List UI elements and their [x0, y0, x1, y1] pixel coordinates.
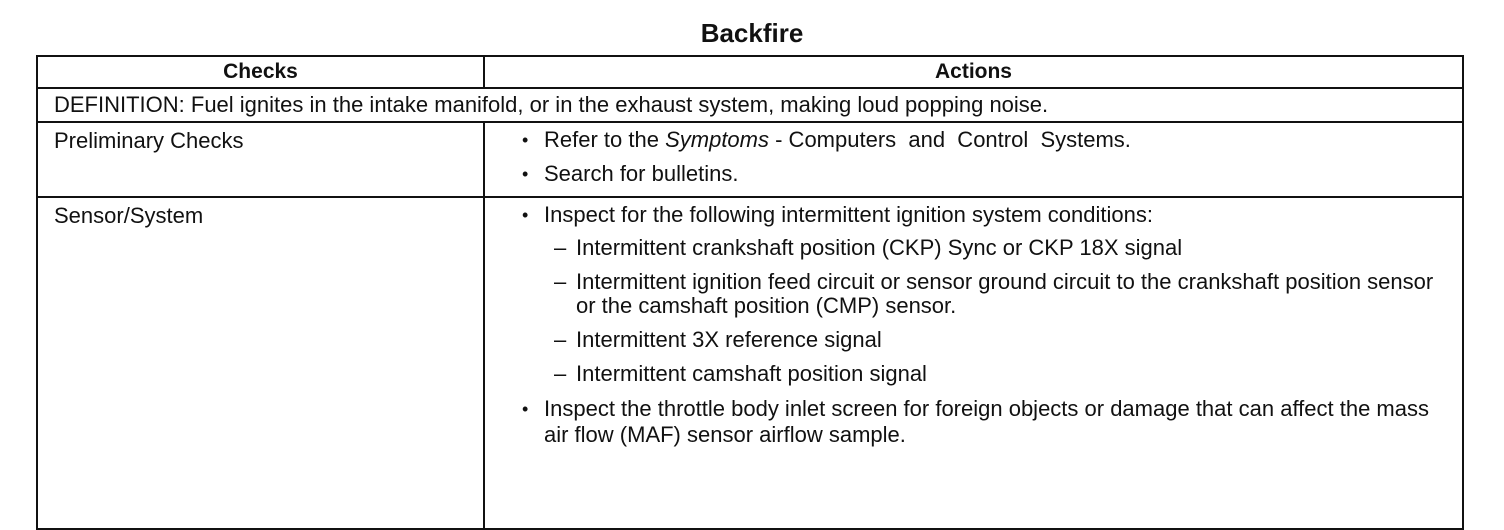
sub-list-item: [544, 362, 1442, 386]
bullet-icon: •: [522, 130, 529, 150]
backfire-table: [36, 55, 1464, 530]
action-text: Inspect the throttle body inlet screen for foreign objects or damage that can affect the mass air flow (MAF) sensor airflow sample.: [544, 396, 1429, 447]
condition-text: Intermittent ignition feed circuit or sensor ground circuit to the crankshaft position sensor or the camshaft position (CMP) sensor.: [576, 269, 1434, 318]
sensor-system-row: [37, 197, 1463, 529]
dash-icon: –: [554, 269, 567, 294]
header-row: [37, 56, 1463, 88]
bullet-icon: •: [522, 205, 529, 225]
definition-row: [37, 88, 1463, 122]
page-title: Backfire: [700, 18, 804, 48]
condition-text: Intermittent camshaft position signal: [576, 361, 927, 386]
action-text-prefix: Refer to the: [544, 127, 666, 152]
list-item: [520, 396, 1442, 448]
list-item: [520, 202, 1442, 386]
preliminary-row: [37, 122, 1463, 197]
list-item: [520, 161, 1442, 187]
dash-icon: –: [554, 327, 567, 352]
sensor-system-actions: [484, 197, 1463, 529]
condition-sub-list: [544, 236, 1442, 386]
preliminary-actions: [484, 122, 1463, 197]
sensor-system-check-label: Sensor/System: [37, 197, 484, 529]
condition-text: Intermittent crankshaft position (CKP) Sync or CKP 18X signal: [576, 235, 1183, 260]
sub-list-item: [544, 236, 1442, 260]
dash-icon: –: [554, 235, 567, 260]
sensor-action-list: [520, 202, 1442, 448]
action-text-suffix: - Computers and Control Systems.: [769, 127, 1131, 152]
checks-header: Checks: [37, 56, 484, 88]
dash-icon: –: [554, 361, 567, 386]
action-text: Inspect for the following intermittent ignition system conditions:: [544, 202, 1153, 227]
bullet-icon: •: [522, 164, 529, 184]
sub-list-item: [544, 328, 1442, 352]
bullet-icon: •: [522, 399, 529, 419]
condition-text: Intermittent 3X reference signal: [576, 327, 882, 352]
action-text: Search for bulletins.: [544, 161, 739, 186]
sub-list-item: [544, 270, 1442, 318]
actions-header: Actions: [484, 56, 1463, 88]
definition-text: DEFINITION: Fuel ignites in the intake manifold, or in the exhaust system, making loud popping noise.: [37, 88, 1463, 122]
symptoms-reference: Symptoms: [665, 127, 769, 152]
preliminary-action-list: [520, 127, 1442, 187]
preliminary-check-label: Preliminary Checks: [37, 122, 484, 197]
list-item: [520, 127, 1442, 153]
